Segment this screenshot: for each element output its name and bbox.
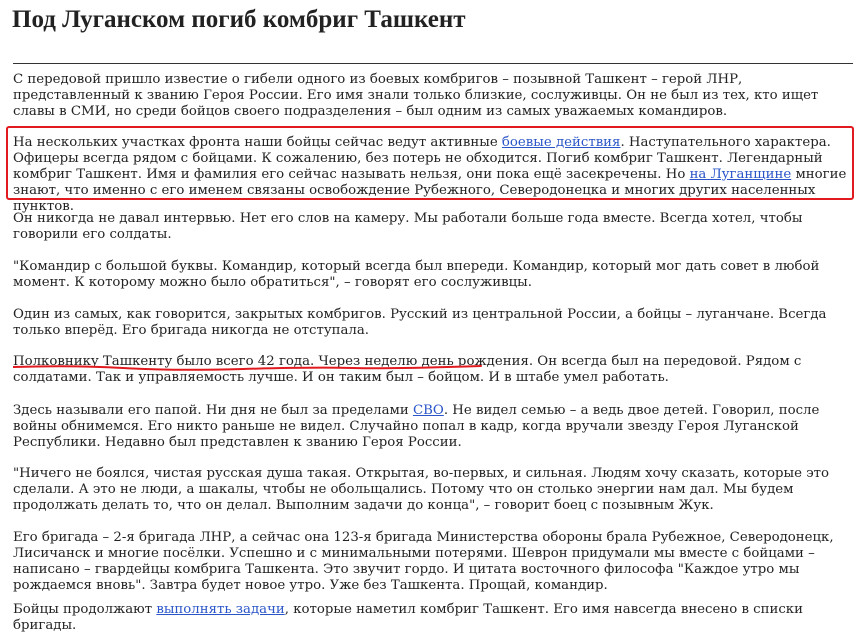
paragraph-closed-commander: Один из самых, как говорится, закрытых комбригов. Русский из центральной России, а бойцы – луганчане. Всегда только вперёд. Его бригада никогда не отступала.	[13, 307, 827, 338]
page-title: Под Луганском погиб комбриг Ташкент	[12, 6, 466, 33]
paragraph-quote-zhuk: "Ничего не боялся, чистая русская душа такая. Открытая, во-первых, и сильная. Людям хочу сказать, которые это сделали. А это не люди, а шакалы, чтобы не обольщались. Потому что он столько энергии нам дал. Мы будем продолжать делать то, что он делал. Выполним задачи до конца", – говорит боец с позывным Жук.	[13, 466, 830, 513]
paragraph-age: Полковнику Ташкенту было всего 42 года. Через неделю день рождения. Он всегда был на передовой. Рядом с солдатами. Так и управляемость лучше. И он таким был – бойцом. И в штабе умел работать.	[13, 354, 802, 385]
paragraph-papa	[13, 403, 849, 451]
paragraph-intro: С передовой пришло известие о гибели одного из боевых комбригов – позывной Ташкент – герой ЛНР, представленный к званию Героя России. Его имя знали только близкие, сослуживцы. Он не был из тех, кто ищет славы в СМИ, но среди бойцов своего подразделения – был одним из самых уважаемых командиров.	[13, 72, 819, 119]
paragraph-no-interviews: Он никогда не давал интервью. Нет его слов на камеру. Мы работали больше года вместе. Всегда хотел, чтобы говорили его солдаты.	[13, 211, 803, 242]
paragraph-final	[13, 602, 849, 634]
link-combat-actions[interactable]: боевые действия	[501, 135, 621, 150]
paragraph-text: многие знают, что именно с его именем связаны освобождение Рубежного, Северодонецка и многих других населенных пунктов.	[13, 167, 847, 214]
paragraph-text: Бойцы продолжают	[13, 602, 157, 617]
title-divider	[13, 63, 853, 64]
paragraph-text: . Не видел семью – а ведь двое детей. Говорил, после войны обнимемся. Его никто раньше не видел. Случайно попал в кадр, когда вручали звезду Героя Луганской Республики. Недавно был представлен к званию Героя России.	[13, 403, 820, 450]
paragraph-text: , которые наметил комбриг Ташкент. Его имя навсегда внесено в списки бригады.	[13, 602, 803, 633]
paragraph-highlighted	[13, 135, 849, 215]
link-complete-tasks[interactable]: выполнять задачи	[156, 602, 285, 617]
paragraph-quote-comrades: "Командир с большой буквы. Командир, который всегда был впереди. Командир, который мог дать совет в любой момент. К которому можно было обратиться", – говорят его сослуживцы.	[13, 259, 820, 290]
paragraph-text: Здесь называли его папой. Ни дня не был за пределами	[13, 403, 413, 418]
paragraph-text: . Наступательного характера. Офицеры всегда рядом с бойцами. К сожалению, без потерь не обходится. Погиб комбриг Ташкент. Легендарный комбриг Ташкент. Имя и фамилия его сейчас называть нельзя, они пока ещё засекречены. Но	[13, 135, 831, 182]
link-lugansk-region[interactable]: на Луганщине	[689, 167, 792, 182]
paragraph-brigade: Его бригада – 2-я бригада ЛНР, а сейчас она 123-я бригада Министерства обороны брала Рубежное, Северодонецк, Лисичанск и многие посёлки. Успешно и с минимальными потерями. Шеврон придумали мы вместе с бойцами – написано – гвардейцы комбрига Ташкента. Это звучит гордо. И цитата восточного философа "Каждое утро мы рождаемся вновь". Завтра будет новое утро. Уже без Ташкента. Прощай, командир.	[13, 530, 834, 593]
red-underline-annotation	[13, 363, 483, 373]
link-svo[interactable]: СВО	[412, 403, 444, 418]
paragraph-text: На нескольких участках фронта наши бойцы сейчас ведут активные	[13, 135, 502, 150]
